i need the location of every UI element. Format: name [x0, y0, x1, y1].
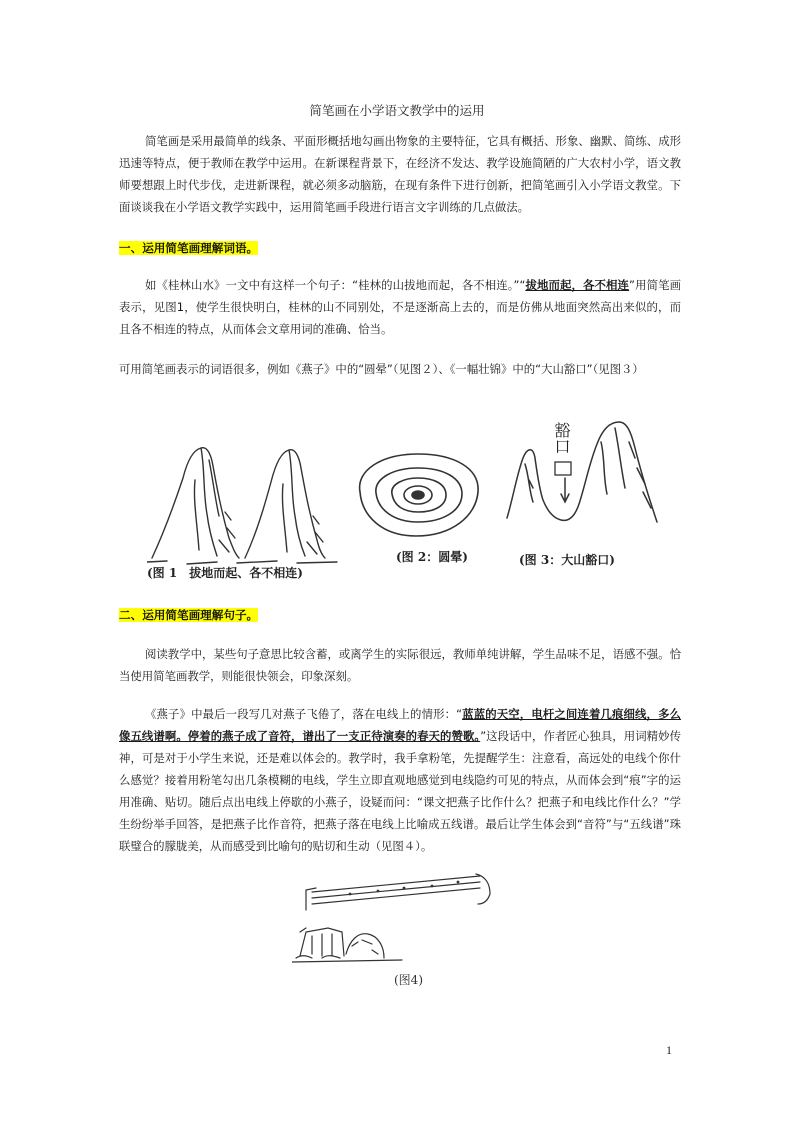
- section1-p1-underlined: 拔地而起，各不相连: [525, 278, 630, 292]
- section2-heading: [119, 607, 258, 623]
- figure-3-drawing: [505, 418, 665, 548]
- figure-4-drawing: [292, 870, 502, 970]
- figure-4-caption: (图4): [394, 973, 423, 987]
- document-title: 简笔画在小学语文教学中的运用: [309, 103, 485, 118]
- intro-paragraph: 简笔画是采用最简单的线条、平面形概括地勾画出物象的主要特征，它具有概括、形象、幽默、简练、成形迅速等特点，便于教师在教学中运用。在新课程背景下，在经济不发达、教学设施简陋的广大农村小学，语文教师要想跟上时代步伐，走进新课程，就必须多动脑筋，在现有条件下进行创新，把简笔画引入小学语文教堂。下面谈谈我在小学语文教学实践中，运用简笔画手段进行语言文字训练的几点做法。: [119, 134, 681, 214]
- figure-1: [147, 440, 342, 590]
- section2-heading-text: 二、运用简笔画理解句子。: [119, 608, 259, 622]
- figure-3-caption: (图 3：大山豁口): [519, 553, 615, 567]
- section2-p2-after: ”这段话中，作者匠心独具，用词精妙传神，可是对于小学生来说，还是难以体会的。教学时，我手拿粉笔，先提醒学生：注意看，高远处的电线个你什么感觉？接着用粉笔勾出几条模糊的电线，学生立即直观地感觉到电线隐约可见的特点，从而体会到“痕”字的运用准确、贴切。随后点出电线上停歇的小燕子，设疑而问：“课文把燕子比作什么？把燕子和电线比作什么？”学生纷纷举手回答，是把燕子比作音符，把燕子落在电线上比喻成五线谱。最后让学生体会到“音符”与“五线谱”珠联璧合的朦胧美，从而感受到比喻句的贴切和生动（见图４）。: [119, 729, 681, 853]
- section1-heading: [119, 240, 258, 256]
- section1-paragraph2: 可用简笔画表示的词语很多，例如《燕子》中的“圆晕”（见图２）、《一幅壮锦》中的“大山豁口”（见图３）: [119, 362, 644, 376]
- page-number: 1: [666, 1043, 672, 1057]
- figure-3-label: 豁口: [552, 422, 571, 454]
- section2-paragraph2: [119, 703, 681, 857]
- section2-paragraph1: 阅读教学中，某些句子意思比较含蓄，或离学生的实际很远，教师单纯讲解，学生品味不足，语感不强。恰当使用简笔画教学，则能很快领会，印象深刻。: [119, 647, 681, 683]
- section1-heading-text: 一、运用简笔画理解词语。: [119, 241, 259, 255]
- figure-2-drawing: [352, 446, 484, 546]
- figure-2: [352, 446, 484, 572]
- figure-2-caption: (图 2：圆晕): [396, 550, 468, 564]
- section1-p1-before: 如《桂林山水》一文中有这样一个句子：“桂林的山拔地而起，各不相连。”“: [145, 278, 526, 292]
- figure-1-caption: (图 1 拔地而起、各不相连): [147, 566, 303, 580]
- section2-p2-before: 《燕子》中最后一段写几对燕子飞倦了，落在电线上的情形：“: [145, 707, 463, 721]
- section1-paragraph1: [119, 274, 681, 340]
- section2-p2-underlined: 蓝蓝的天空，电杆之间连着几痕细线，多么像五线谱啊。停着的燕子成了音符，谱出了一支正待演奏的春天的赞歌。: [119, 707, 681, 743]
- figure-3: [505, 418, 665, 578]
- figure-4: [292, 870, 502, 990]
- section1-p1-after: ”用简笔画表示，见图1，使学生很快明白，桂林的山不同别处，不是逐渐高上去的，而是仿佛从地面突然高出来似的，而且各不相连的特点，从而体会文章用词的准确、恰当。: [119, 278, 681, 336]
